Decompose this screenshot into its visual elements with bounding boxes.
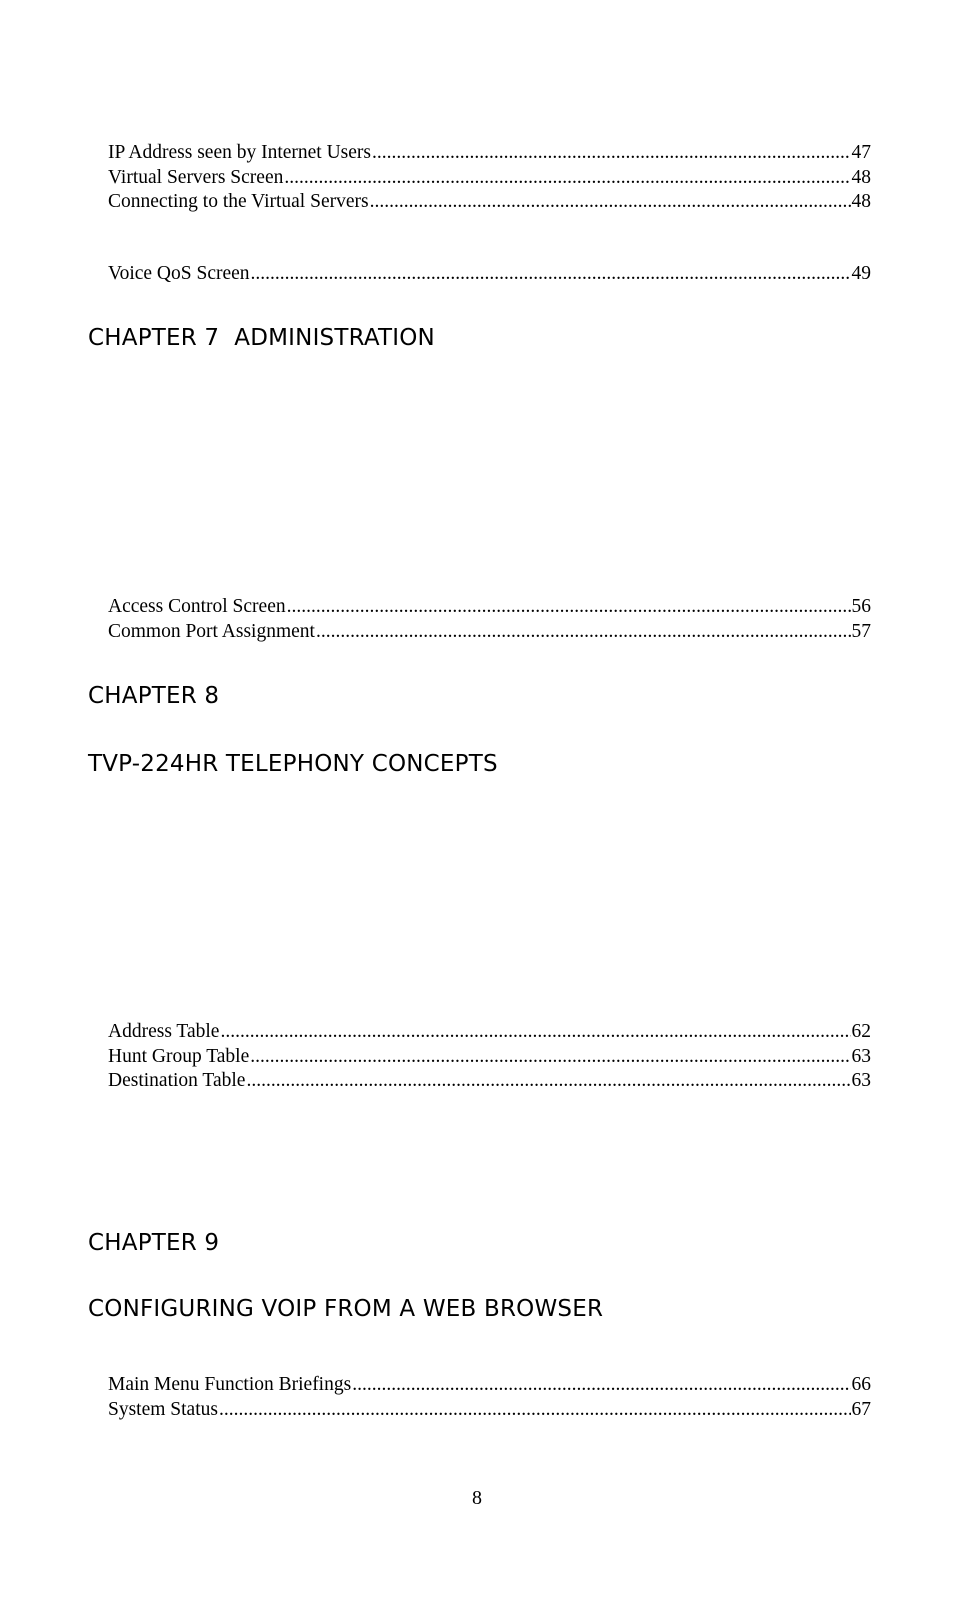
toc-entry-page: 48 (851, 166, 871, 188)
toc-entry[interactable] (108, 166, 871, 191)
toc-dot-leader (251, 262, 851, 287)
chapter-9-heading: CHAPTER 9 (88, 1230, 220, 1256)
toc-entry[interactable] (108, 1020, 871, 1045)
toc-entry[interactable] (108, 1373, 871, 1398)
toc-dot-leader (284, 166, 850, 191)
toc-dot-leader (250, 1045, 850, 1070)
toc-entry-page: 63 (851, 1045, 871, 1067)
toc-entry-page: 67 (851, 1398, 871, 1420)
toc-entry[interactable] (108, 1045, 871, 1070)
toc-entry-title: IP Address seen by Internet Users (108, 142, 372, 163)
toc-entry-page: 66 (851, 1374, 871, 1395)
page-number: 8 (472, 1487, 482, 1509)
toc-dot-leader (352, 1373, 850, 1398)
chapter-8-title: TVP-224HR TELEPHONY CONCEPTS (88, 751, 498, 777)
toc-entry-title: Destination Table (108, 1070, 246, 1092)
toc-entry-page: 62 (851, 1021, 871, 1042)
toc-entry-title: Voice QoS Screen (108, 263, 250, 284)
chapter-7-heading: CHAPTER 7 ADMINISTRATION (88, 325, 435, 351)
toc-dot-leader (316, 620, 851, 645)
toc-group-admin (108, 595, 871, 644)
toc-entry[interactable] (108, 141, 871, 166)
toc-entry[interactable] (108, 620, 871, 645)
toc-entry-title: Common Port Assignment (108, 620, 315, 642)
toc-entry-page: 48 (851, 191, 871, 213)
toc-entry-title: Access Control Screen (108, 596, 286, 617)
toc-entry[interactable] (108, 1069, 871, 1094)
toc-entry[interactable] (108, 595, 871, 620)
toc-dot-leader (287, 595, 851, 620)
toc-entry-page: 57 (851, 620, 871, 642)
toc-entry-title: Virtual Servers Screen (108, 166, 284, 188)
toc-dot-leader (370, 190, 851, 215)
toc-group-qos (108, 262, 871, 287)
toc-dot-leader (372, 141, 850, 166)
chapter-8-heading: CHAPTER 8 (88, 683, 220, 709)
toc-entry[interactable] (108, 1398, 871, 1423)
toc-dot-leader (246, 1069, 850, 1094)
toc-entry-title: System Status (108, 1398, 218, 1420)
toc-entry[interactable] (108, 262, 871, 287)
toc-entry-title: Main Menu Function Briefings (108, 1374, 352, 1395)
toc-dot-leader (220, 1020, 850, 1045)
chapter-9-title: CONFIGURING VOIP FROM A WEB BROWSER (88, 1296, 604, 1322)
toc-group-web (108, 1373, 871, 1422)
toc-entry-title: Connecting to the Virtual Servers (108, 191, 369, 213)
toc-dot-leader (219, 1398, 851, 1423)
toc-entry-title: Address Table (108, 1021, 220, 1042)
toc-group-nat (108, 141, 871, 215)
toc-entry-page: 49 (851, 263, 871, 284)
toc-entry-page: 56 (851, 596, 871, 617)
toc-entry[interactable] (108, 190, 871, 215)
toc-entry-page: 47 (851, 142, 871, 163)
toc-entry-page: 63 (851, 1070, 871, 1092)
toc-group-telephony (108, 1020, 871, 1094)
toc-entry-title: Hunt Group Table (108, 1045, 250, 1067)
